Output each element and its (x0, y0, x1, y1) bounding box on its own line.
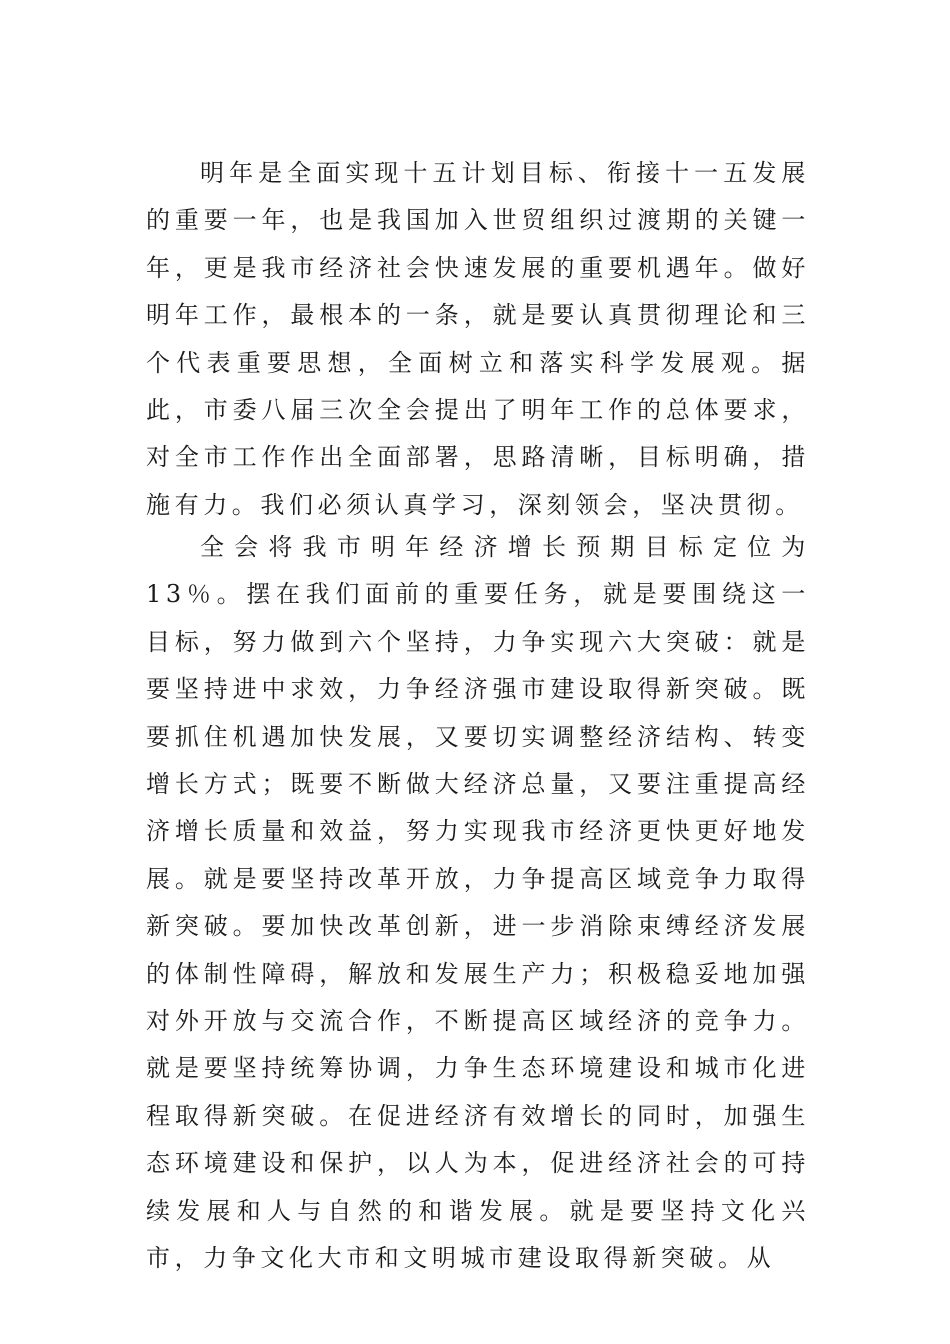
paragraph-1: 明年是全面实现十五计划目标、衔接十一五发展的重要一年，也是我国加入世贸组织过渡期的关键一年，更是我市经济社会快速发展的重要机遇年。做好明年工作，最根本的一条，就是要认真贯彻理论和三个代表重要思想，全面树立和落实科学发展观。据此，市委八届三次全会提出了明年工作的总体要求，对全市工作作出全面部署，思路清晰，目标明确，措施有力。我们必须认真学习，深刻领会，坚决贯彻。 (146, 159, 810, 519)
paragraph-2: 全会将我市明年经济增长预期目标定位为13％。摆在我们面前的重要任务，就是要围绕这一目标，努力做到六个坚持，力争实现六大突破：就是要坚持进中求效，力争经济强市建设取得新突破。既要抓住机遇加快发展，又要切实调整经济结构、转变增长方式；既要不断做大经济总量，又要注重提高经济增长质量和效益，努力实现我市经济更快更好地发展。就是要坚持改革开放，力争提高区域竞争力取得新突破。要加快改革创新，进一步消除束缚经济发展的体制性障碍，解放和发展生产力；积极稳妥地加强对外开放与交流合作，不断提高区域经济的竞争力。就是要坚持统筹协调，力争生态环境建设和城市化进程取得新突破。在促进经济有效增长的同时，加强生态环境建设和保护，以人为本，促进经济社会的可持续发展和人与自然的和谐发展。就是要坚持文化兴市，力争文化大市和文明城市建设取得新突破。从 (146, 533, 810, 1273)
